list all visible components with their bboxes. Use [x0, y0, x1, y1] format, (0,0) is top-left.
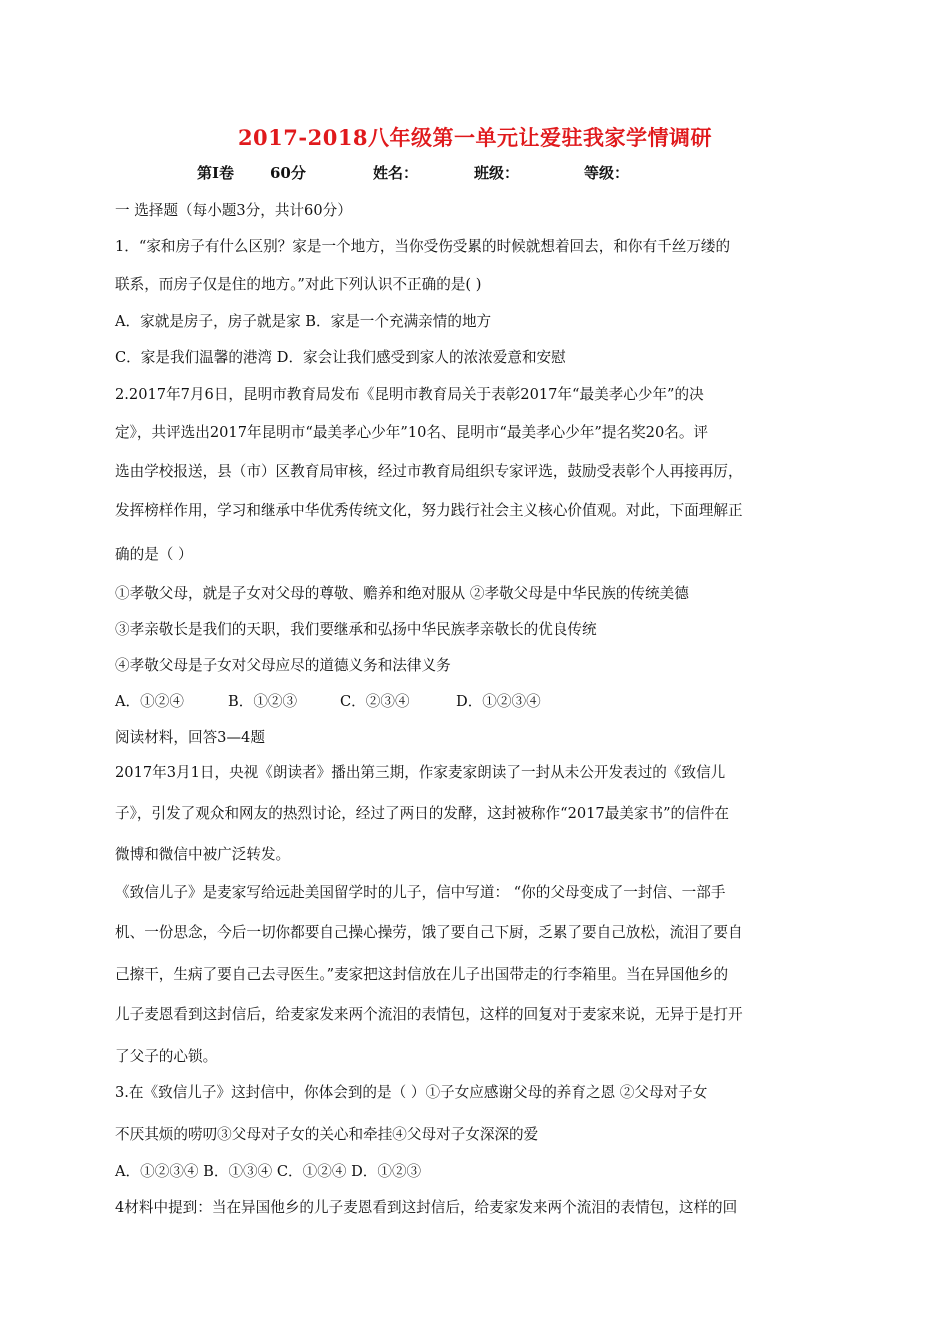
reading-p1-line-2: 子》，引发了观众和网友的热烈讨论，经过了两日的发酵，这封被称作“2017最美家书”的信件在 — [115, 805, 729, 822]
option-d: D．①②③④ — [456, 693, 541, 710]
question-2-statement-4: ④孝敬父母是子女对父母应尽的道德义务和法律义务 — [115, 657, 451, 674]
option-b: B．①②③ — [228, 693, 298, 710]
question-2-line-2: 定》，共评选出2017年昆明市“最美孝心少年”10名、昆明市“最美孝心少年”提名奖20名。评 — [115, 424, 709, 441]
question-2-statement-3: ③孝亲敬长是我们的天职，我们要继承和弘扬中华民族孝亲敬长的优良传统 — [115, 621, 597, 638]
question-2-line-1: 2.2017年7月6日，昆明市教育局发布《昆明市教育局关于表彰2017年“最美孝心少年”的决 — [115, 386, 704, 403]
question-3-options: A．①②③④ B．①③④ C．①②④ D．①②③ — [115, 1163, 422, 1180]
question-1-options-cd: C．家是我们温馨的港湾 D．家会让我们感受到家人的浓浓爱意和安慰 — [115, 349, 566, 366]
grade-field-label: 等级： — [584, 164, 630, 182]
option-c: C．②③④ — [340, 693, 410, 710]
section-heading: 一 选择题（每小题3分，共计60分） — [115, 202, 352, 219]
score-label: 60分 — [270, 164, 306, 182]
question-2-line-4: 发挥榜样作用，学习和继承中华优秀传统文化，努力践行社会主义核心价值观。对此，下面理解正 — [115, 502, 743, 519]
name-field-label: 姓名： — [373, 164, 419, 182]
question-2-line-5: 确的是（ ） — [115, 546, 193, 563]
class-field-label: 班级： — [474, 164, 520, 182]
question-2-statement-1-2: ①孝敬父母，就是子女对父母的尊敬、赡养和绝对服从 ②孝敬父母是中华民族的传统美德 — [115, 585, 689, 602]
page-title: 2017-2018八年级第一单元让爱驻我家学情调研 — [237, 125, 713, 150]
reading-p2-line-3: 己擦干，生病了要自己去寻医生。”麦家把这封信放在儿子出国带走的行李箱里。当在异国他乡的 — [115, 966, 729, 983]
section-label: 第I卷 — [197, 164, 235, 182]
reading-intro: 阅读材料，回答3—4题 — [115, 729, 265, 746]
question-4-line-1: 4材料中提到：当在异国他乡的儿子麦恩看到这封信后，给麦家发来两个流泪的表情包，这样的回 — [115, 1199, 738, 1216]
question-2-line-3: 选由学校报送，县（市）区教育局审核，经过市教育局组织专家评选，鼓励受表彰个人再接再厉， — [115, 463, 743, 480]
question-1-line-2: 联系，而房子仅是住的地方。”对此下列认识不正确的是( ) — [115, 276, 482, 293]
option-a: A．①②④ — [115, 693, 184, 710]
reading-p2-line-2: 机、一份思念，今后一切你都要自己操心操劳，饿了要自己下厨，乏累了要自己放松，流泪了要自 — [115, 924, 743, 941]
reading-p1-line-1: 2017年3月1日，央视《朗读者》播出第三期，作家麦家朗读了一封从未公开发表过的《致信儿 — [115, 764, 726, 781]
question-1-line-1: 1．“家和房子有什么区别？家是一个地方，当你受伤受累的时候就想着回去，和你有千丝万缕的 — [115, 238, 731, 255]
reading-p2-line-4: 儿子麦恩看到这封信后，给麦家发来两个流泪的表情包，这样的回复对于麦家来说，无异于是打开 — [115, 1006, 743, 1023]
question-1-options-ab: A．家就是房子，房子就是家 B．家是一个充满亲情的地方 — [115, 313, 492, 330]
question-3-line-2: 不厌其烦的唠叨③父母对子女的关心和牵挂④父母对子女深深的爱 — [115, 1126, 539, 1143]
question-3-line-1: 3.在《致信儿子》这封信中，你体会到的是（ ）①子女应感谢父母的养育之恩 ②父母对子女 — [115, 1084, 708, 1101]
reading-p2-line-1: 《致信儿子》是麦家写给远赴美国留学时的儿子，信中写道： “你的父母变成了一封信、一部手 — [115, 884, 726, 901]
reading-p2-line-5: 了父子的心锁。 — [115, 1048, 218, 1065]
reading-p1-line-3: 微博和微信中被广泛转发。 — [115, 846, 291, 863]
